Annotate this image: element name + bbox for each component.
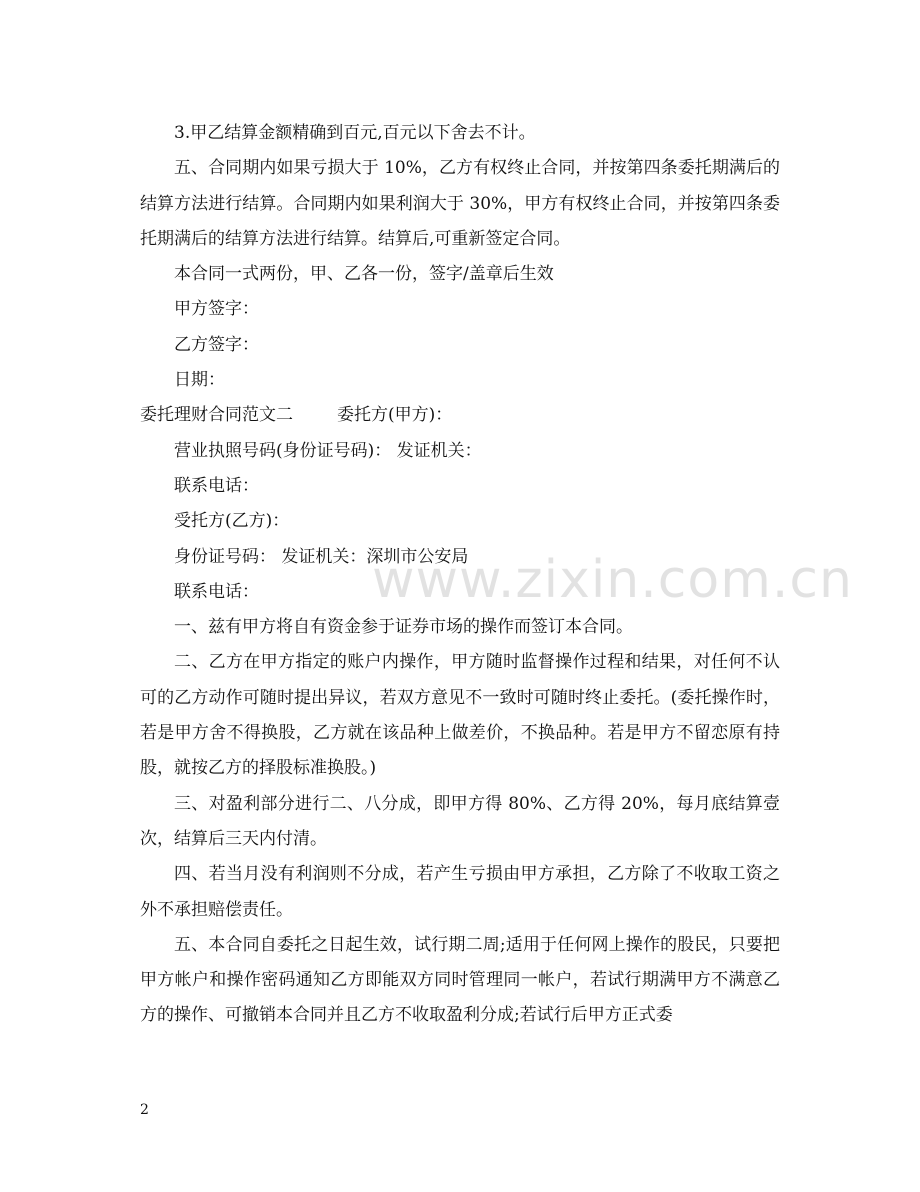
party-a-signature-line: 甲方签字： bbox=[174, 299, 259, 320]
clause-one: 一、兹有甲方将自有资金参于证券市场的操作而签订本合同。 bbox=[174, 617, 633, 638]
section-title: 委托理财合同范文二 bbox=[140, 405, 293, 426]
paragraph-settlement-precision: 3.甲乙结算金额精确到百元,百元以下舍去不计。 bbox=[174, 123, 536, 143]
page-number: 2 bbox=[140, 1102, 149, 1118]
id-number-line: 身份证号码： 发证机关：深圳市公安局 bbox=[174, 546, 469, 567]
party-b-signature-line: 乙方签字： bbox=[174, 334, 259, 355]
paragraph-termination-clause: 五、合同期内如果亏损大于 10%，乙方有权终止合同，并按第四条委托期满后的结算方法进行结算。合同期内如果利润大于 30%，甲方有权终止合同，并按第四条委托期满后的结算方法进行结算。结算后,可重新签定合同。 bbox=[140, 158, 780, 249]
paragraph-copies-clause: 本合同一式两份，甲、乙各一份，签字/盖章后生效 bbox=[174, 264, 554, 285]
party-b-phone-line: 联系电话： bbox=[174, 581, 259, 602]
clause-two: 二、乙方在甲方指定的账户内操作，甲方随时监督操作过程和结果，对任何不认可的乙方动作可随时提出异议，若双方意见不一致时可随时终止委托。(委托操作时，若是甲方舍不得换股，乙方就在该品种上做差价，不换品种。若是甲方不留恋原有持股，就按乙方的择股标准换股。) bbox=[140, 652, 780, 779]
business-license-line: 营业执照号码(身份证号码)： 发证机关： bbox=[174, 440, 482, 461]
party-a-phone-line: 联系电话： bbox=[174, 475, 259, 496]
document-body bbox=[140, 116, 780, 1034]
section-heading-row bbox=[140, 398, 780, 433]
clause-four: 四、若当月没有利润则不分成，若产生亏损由甲方承担，乙方除了不收取工资之外不承担赔偿责任。 bbox=[140, 864, 780, 920]
trustee-party-label: 受托方(乙方)： bbox=[174, 511, 290, 532]
watermark: www.zixin.com.cn bbox=[372, 550, 853, 610]
clause-five: 五、本合同自委托之日起生效，试行期二周;适用于任何网上操作的股民，只要把甲方帐户和操作密码通知乙方即能双方同时管理同一帐户，若试行期满甲方不满意乙方的操作、可撤销本合同并且乙方不收取盈利分成;若试行后甲方正式委 bbox=[140, 934, 780, 1026]
entrusting-party-label: 委托方(甲方)： bbox=[337, 405, 453, 426]
date-line: 日期： bbox=[174, 370, 225, 391]
clause-three: 三、对盈利部分进行二、八分成，即甲方得 80%、乙方得 20%，每月底结算壹次，结算后三天内付清。 bbox=[140, 793, 780, 849]
